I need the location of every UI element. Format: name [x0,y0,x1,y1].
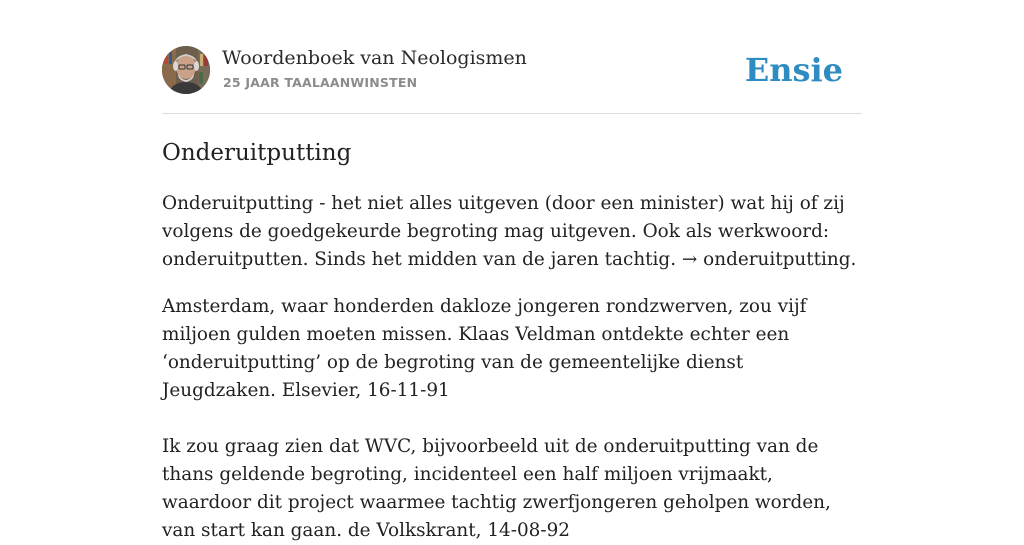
entry-definition: Onderuitputting - het niet alles uitgeven (door een minister) wat hij of zij volgens de goedgekeurde begroting mag uitgeven. Ook als werkwoord: onderuitputten. Sinds het midden van de jaren tachtig. → onderuitputting. [162,193,857,270]
avatar-portrait-image [162,46,210,94]
site-tagline: 25 JAAR TAALAANWINSTEN [223,75,418,90]
entry-title: Onderuitputting [162,140,352,166]
author-avatar[interactable] [162,46,210,94]
entry-quotes [162,293,862,545]
site-name[interactable]: Woordenboek van Neologismen [222,47,527,69]
quote-paragraph: Ik zou graag zien dat WVC, bijvoorbeeld uit de onderuitputting van de thans geldende begroting, incidenteel een half miljoen vrijmaakt, waardoor dit project waarmee tachtig zwerfjongeren geholpen worden, van start kan gaan. de Volkskrant, 14-08-92 [162,436,831,541]
page-content [162,0,862,541]
quote-paragraph: Amsterdam, waar honderden dakloze jongeren rondzwerven, zou vijf miljoen gulden moeten missen. Klaas Veldman ontdekte echter een ‘onderuitputting’ op de begroting van de gemeentelijke dienst Jeugdzaken. Elsevier, 16-11-91 [162,296,807,401]
ensie-logo[interactable]: Ensie [744,51,843,89]
site-header [162,0,862,114]
quote-separator [162,405,862,433]
